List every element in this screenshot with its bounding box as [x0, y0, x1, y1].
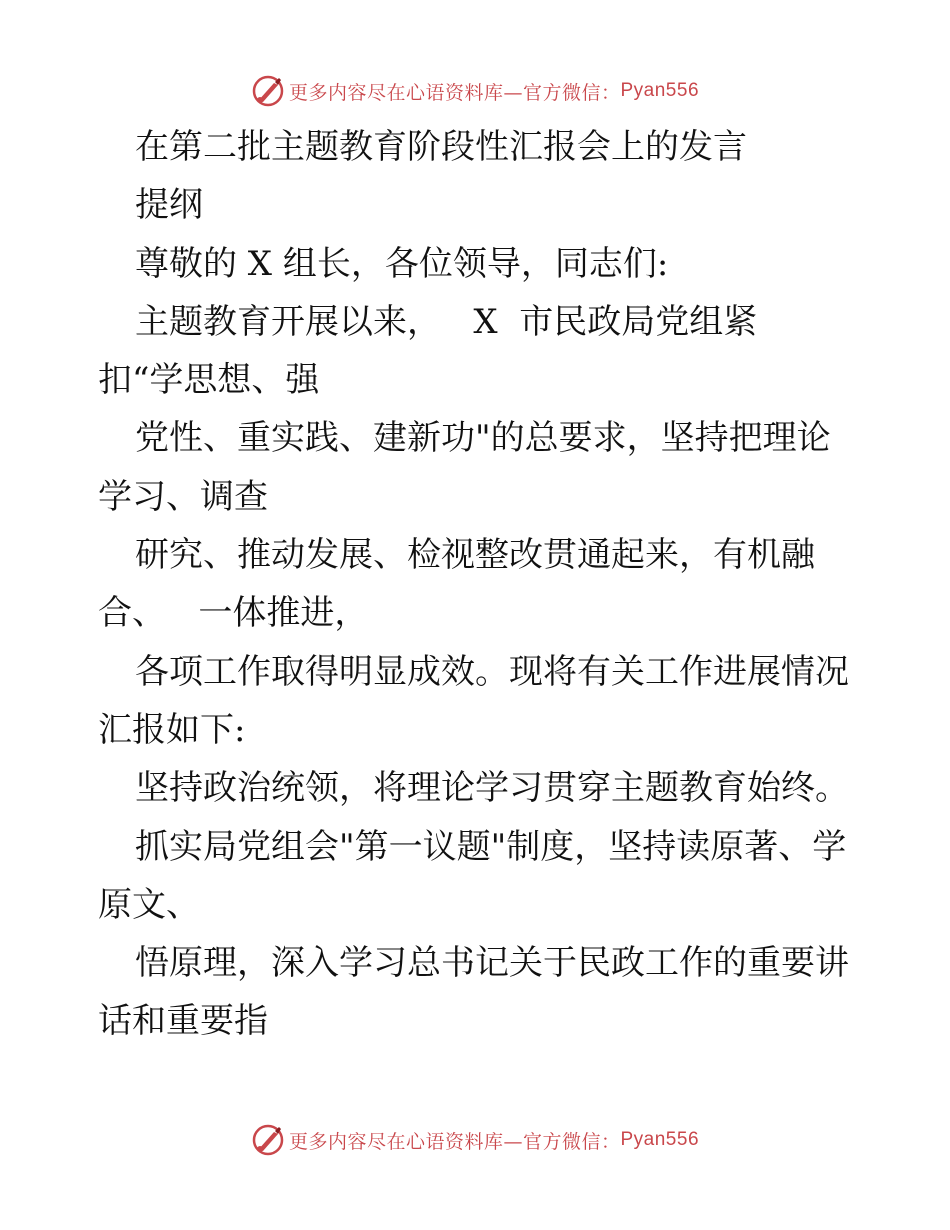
- doc-line: 合、 一体推进，: [98, 593, 369, 634]
- doc-line: 抓实局党组会"第一议题"制度，坚持读原著、学: [135, 826, 847, 867]
- doc-line: 在第二批主题教育阶段性汇报会上的发言: [135, 127, 747, 167]
- footer-banner: [0, 1120, 950, 1160]
- header-banner: [0, 71, 950, 111]
- doc-line: 坚持政治统领，将理论学习贯穿主题教育始终。: [135, 768, 849, 809]
- document-body: [98, 118, 868, 1051]
- banner-text: 更多内容尽在心语资料库—官方微信：: [288, 1130, 621, 1153]
- doc-line: 学习、调查: [98, 476, 268, 517]
- banner-wechat-id: Pyan556: [620, 80, 700, 101]
- doc-line: 汇报如下:: [98, 709, 246, 750]
- doc-line: 悟原理，深入学习总书记关于民政工作的重要讲: [135, 943, 849, 984]
- doc-line: 话和重要指: [98, 1001, 268, 1042]
- doc-line: 主题教育开展以来， X 市民政局党组紧: [135, 301, 758, 342]
- brush-pen-logo-icon: [251, 74, 285, 108]
- banner-wechat-id: Pyan556: [620, 1129, 700, 1150]
- doc-line: 尊敬的 X 组长，各位领导，同志们:: [135, 243, 669, 284]
- doc-line: 党性、重实践、建新功"的总要求，坚持把理论: [135, 418, 831, 459]
- doc-line: 提纲: [135, 185, 203, 226]
- banner-text: 更多内容尽在心语资料库—官方微信：: [288, 81, 621, 104]
- doc-line: 各项工作取得明显成效。现将有关工作进展情况: [135, 651, 849, 692]
- doc-line: 研究、推动发展、检视整改贯通起来，有机融: [135, 535, 815, 576]
- doc-line: 原文、: [98, 884, 200, 925]
- brush-pen-logo-icon: [251, 1123, 285, 1157]
- doc-line: 扣“学思想、强: [98, 360, 320, 401]
